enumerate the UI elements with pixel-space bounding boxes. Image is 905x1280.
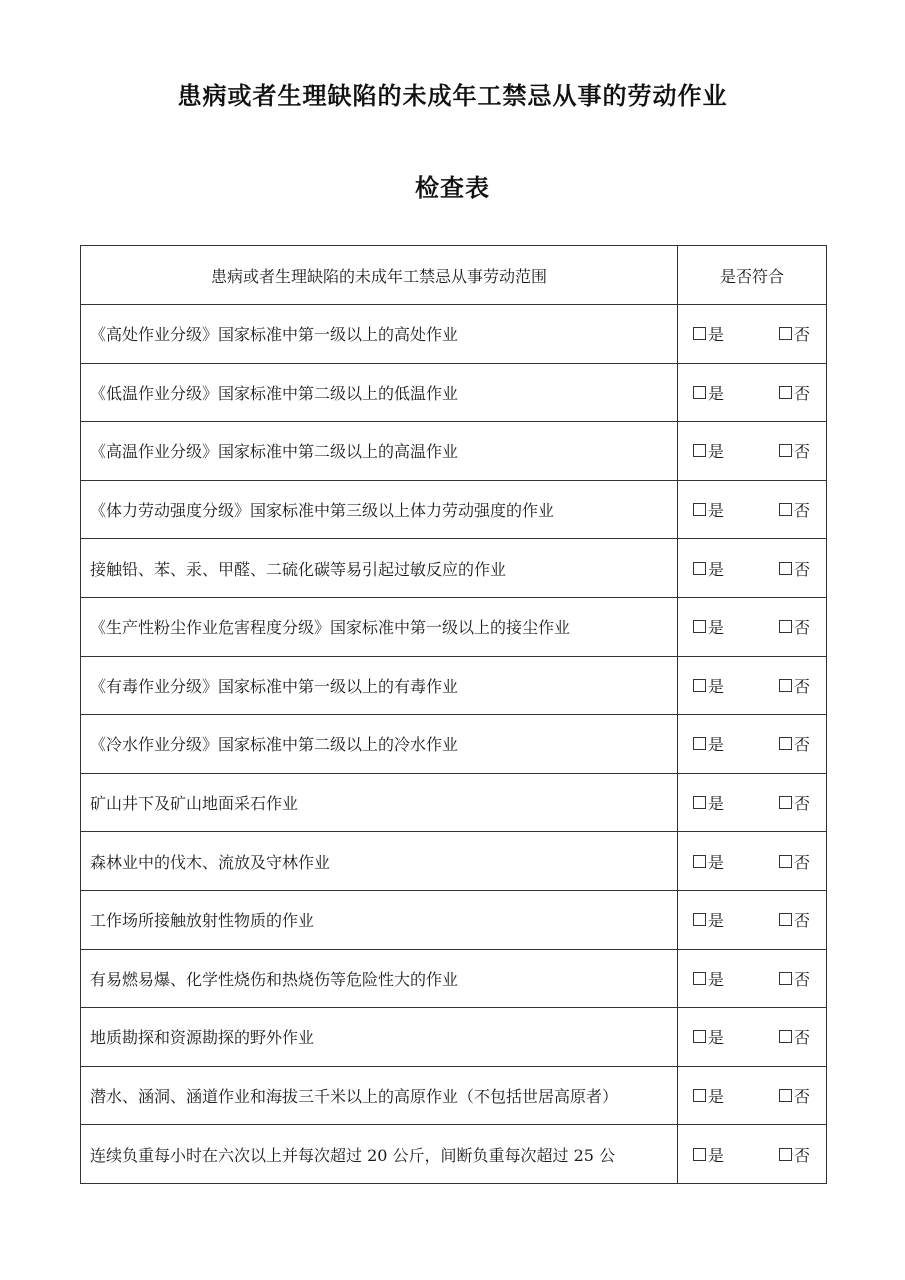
option-yes[interactable] (693, 1143, 724, 1166)
option-no-label: 否 (793, 442, 810, 462)
checkbox-yes[interactable] (693, 679, 706, 692)
row-compliance-cell (678, 305, 827, 364)
option-yes[interactable] (693, 908, 724, 931)
option-no[interactable] (779, 557, 810, 580)
document-title: 患病或者生理缺陷的未成年工禁忌从事的劳动作业 (177, 82, 728, 110)
checkbox-yes[interactable] (693, 1030, 706, 1043)
checkbox-no[interactable] (779, 327, 792, 340)
checkbox-yes[interactable] (693, 1089, 706, 1102)
row-compliance-cell (678, 363, 827, 422)
row-compliance-cell (678, 597, 827, 656)
checkbox-no[interactable] (779, 737, 792, 750)
row-compliance-cell (678, 1125, 827, 1184)
option-yes[interactable] (693, 615, 724, 638)
checkbox-no[interactable] (779, 972, 792, 985)
checkbox-no[interactable] (779, 796, 792, 809)
option-no-label: 否 (793, 794, 810, 814)
option-no[interactable] (779, 1084, 810, 1107)
option-no[interactable] (779, 732, 810, 755)
option-no[interactable] (779, 674, 810, 697)
row-compliance-cell (678, 1066, 827, 1125)
checkbox-no[interactable] (779, 913, 792, 926)
table-row (81, 305, 827, 364)
table-row (81, 890, 827, 949)
row-item-text: 《冷水作业分级》国家标准中第二级以上的冷水作业 (81, 715, 678, 774)
option-no[interactable] (779, 322, 810, 345)
option-yes-label: 是 (708, 794, 725, 814)
document-subtitle: 检查表 (415, 174, 490, 202)
option-yes-label: 是 (708, 1145, 725, 1165)
row-item-text: 工作场所接触放射性物质的作业 (81, 890, 678, 949)
checkbox-yes[interactable] (693, 327, 706, 340)
header-compliance: 是否符合 (678, 246, 827, 305)
option-yes[interactable] (693, 674, 724, 697)
option-no-label: 否 (793, 911, 810, 931)
option-yes[interactable] (693, 381, 724, 404)
checklist-table (80, 245, 827, 1184)
row-item-text: 《体力劳动强度分级》国家标准中第三级以上体力劳动强度的作业 (81, 480, 678, 539)
checkbox-no[interactable] (779, 1148, 792, 1161)
option-yes-label: 是 (708, 383, 725, 403)
option-no[interactable] (779, 967, 810, 990)
table-row (81, 1008, 827, 1067)
option-no-label: 否 (793, 852, 810, 872)
option-no-label: 否 (793, 325, 810, 345)
row-compliance-cell (678, 539, 827, 598)
row-compliance-cell (678, 715, 827, 774)
checkbox-no[interactable] (779, 503, 792, 516)
option-no[interactable] (779, 908, 810, 931)
row-item-text: 《高温作业分级》国家标准中第二级以上的高温作业 (81, 422, 678, 481)
checkbox-yes[interactable] (693, 620, 706, 633)
option-yes-label: 是 (708, 969, 725, 989)
option-yes[interactable] (693, 791, 724, 814)
option-no[interactable] (779, 439, 810, 462)
option-yes[interactable] (693, 439, 724, 462)
option-no[interactable] (779, 791, 810, 814)
row-item-text: 矿山井下及矿山地面采石作业 (81, 773, 678, 832)
option-yes[interactable] (693, 1025, 724, 1048)
table-row (81, 832, 827, 891)
checkbox-yes[interactable] (693, 1148, 706, 1161)
table-row (81, 480, 827, 539)
checkbox-no[interactable] (779, 679, 792, 692)
checkbox-yes[interactable] (693, 855, 706, 868)
row-item-text: 《生产性粉尘作业危害程度分级》国家标准中第一级以上的接尘作业 (81, 597, 678, 656)
option-yes[interactable] (693, 732, 724, 755)
table-row (81, 363, 827, 422)
table-header-row (81, 246, 827, 305)
option-no[interactable] (779, 498, 810, 521)
table-row (81, 1125, 827, 1184)
option-yes-label: 是 (708, 618, 725, 638)
option-no[interactable] (779, 381, 810, 404)
option-yes-label: 是 (708, 676, 725, 696)
option-yes-label: 是 (708, 1028, 725, 1048)
option-yes[interactable] (693, 1084, 724, 1107)
option-yes-label: 是 (708, 911, 725, 931)
checkbox-no[interactable] (779, 1089, 792, 1102)
option-no-label: 否 (793, 383, 810, 403)
checkbox-yes[interactable] (693, 562, 706, 575)
option-yes-label: 是 (708, 442, 725, 462)
checkbox-yes[interactable] (693, 913, 706, 926)
option-no-label: 否 (793, 1087, 810, 1107)
row-compliance-cell (678, 773, 827, 832)
option-yes[interactable] (693, 850, 724, 873)
row-item-text: 接触铅、苯、汞、甲醛、二硫化碳等易引起过敏反应的作业 (81, 539, 678, 598)
checkbox-yes[interactable] (693, 796, 706, 809)
table-row (81, 1066, 827, 1125)
row-compliance-cell (678, 1008, 827, 1067)
header-scope: 患病或者生理缺陷的未成年工禁忌从事劳动范围 (81, 246, 678, 305)
checkbox-no[interactable] (779, 855, 792, 868)
table-row (81, 656, 827, 715)
option-no-label: 否 (793, 559, 810, 579)
row-compliance-cell (678, 890, 827, 949)
option-no-label: 否 (793, 618, 810, 638)
row-item-text: 潜水、涵洞、涵道作业和海拔三千米以上的高原作业（不包括世居高原者） (81, 1066, 678, 1125)
option-yes-label: 是 (708, 735, 725, 755)
checkbox-no[interactable] (779, 444, 792, 457)
row-item-text: 《有毒作业分级》国家标准中第一级以上的有毒作业 (81, 656, 678, 715)
option-no-label: 否 (793, 735, 810, 755)
option-no-label: 否 (793, 501, 810, 521)
row-item-text: 《低温作业分级》国家标准中第二级以上的低温作业 (81, 363, 678, 422)
checkbox-no[interactable] (779, 386, 792, 399)
table-row (81, 773, 827, 832)
option-no[interactable] (779, 850, 810, 873)
row-compliance-cell (678, 656, 827, 715)
checkbox-yes[interactable] (693, 444, 706, 457)
checkbox-yes[interactable] (693, 972, 706, 985)
checkbox-no[interactable] (779, 620, 792, 633)
row-item-text: 地质勘探和资源勘探的野外作业 (81, 1008, 678, 1067)
option-yes[interactable] (693, 557, 724, 580)
option-yes[interactable] (693, 967, 724, 990)
option-no-label: 否 (793, 969, 810, 989)
option-no[interactable] (779, 1025, 810, 1048)
option-yes-label: 是 (708, 852, 725, 872)
option-yes[interactable] (693, 322, 724, 345)
table-row (81, 715, 827, 774)
row-item-text: 有易燃易爆、化学性烧伤和热烧伤等危险性大的作业 (81, 949, 678, 1008)
row-item-text: 《高处作业分级》国家标准中第一级以上的高处作业 (81, 305, 678, 364)
table-row (81, 539, 827, 598)
option-no-label: 否 (793, 1028, 810, 1048)
table-row (81, 597, 827, 656)
row-compliance-cell (678, 949, 827, 1008)
row-compliance-cell (678, 422, 827, 481)
checkbox-yes[interactable] (693, 737, 706, 750)
table-row (81, 949, 827, 1008)
checkbox-no[interactable] (779, 1030, 792, 1043)
option-no[interactable] (779, 615, 810, 638)
row-item-text: 森林业中的伐木、流放及守林作业 (81, 832, 678, 891)
checkbox-no[interactable] (779, 562, 792, 575)
option-yes-label: 是 (708, 325, 725, 345)
option-yes[interactable] (693, 498, 724, 521)
row-compliance-cell (678, 480, 827, 539)
row-item-text: 连续负重每小时在六次以上并每次超过 20 公斤，间断负重每次超过 25 公 (81, 1125, 678, 1184)
checkbox-yes[interactable] (693, 386, 706, 399)
option-yes-label: 是 (708, 559, 725, 579)
option-no-label: 否 (793, 1145, 810, 1165)
checkbox-yes[interactable] (693, 503, 706, 516)
table-row (81, 422, 827, 481)
option-no-label: 否 (793, 676, 810, 696)
option-yes-label: 是 (708, 1087, 725, 1107)
option-no[interactable] (779, 1143, 810, 1166)
row-compliance-cell (678, 832, 827, 891)
option-yes-label: 是 (708, 501, 725, 521)
